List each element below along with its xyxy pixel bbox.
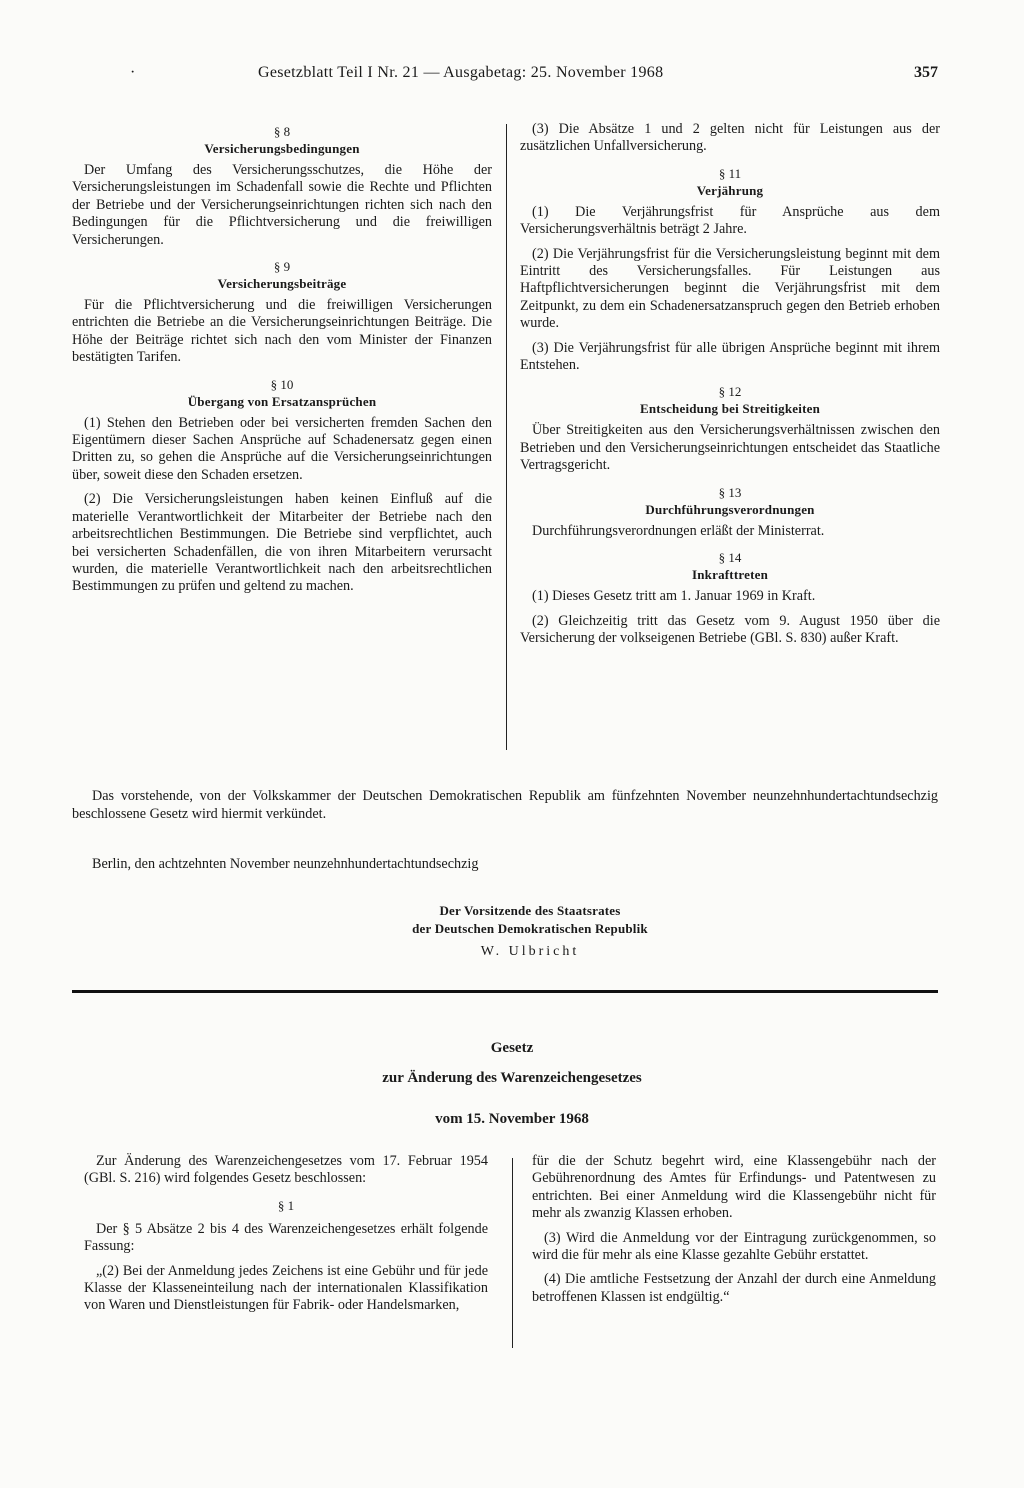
header-dot: · [130,64,136,81]
law-quote-paragraph-3: (3) Wird die Anmeldung vor der Eintragung zurückgenommen, so wird die für mehr als eine Klasse gezahlte Gebühr erstattet. [532,1229,936,1264]
left-column [72,121,492,596]
right-column [520,121,940,647]
section-8-text: Der Umfang des Versicherungsschutzes, die Höhe der Versicherungsleistungen im Schadenfall sowie die Rechte und Pflichten der Betriebe und der Versicherungseinrichtungen richten sich nach den Bedingungen für die Pflichtversicherung und die freiwilligen Versicherungen. [72,162,492,248]
signature-line-1: Der Vorsitzende des Staatsrates [439,903,621,918]
section-9-number: § 9 [273,259,291,275]
proclamation-text: Das vorstehende, von der Volkskammer der Deutschen Demokratischen Republik am fünfzehnten November neunzehnhundertachtundsechzig beschlossene Gesetz wird hiermit verkündet. [72,788,938,822]
section-10-paragraph-2: (2) Die Versicherungsleistungen haben keinen Einfluß auf die materielle Verantwortlichkeit der Mitarbeiter der Betriebe nach den arbeitsrechtlichen Bestimmungen. Die Betriebe sind verpflichtet, auch bei versicherten Schadenfällen, die von ihren Mitarbeitern verursacht wurden, die materielle Verantwortlichkeit nach den arbeitsrechtlichen Bestimmungen zu prüfen und geltend zu machen. [72,491,492,595]
section-12-text: Über Streitigkeiten aus den Versicherungsverhältnissen zwischen den Betrieben und den Versicherungseinrichtungen entscheidet das Staatliche Vertragsgericht. [520,422,940,474]
law-section-1-number: § 1 [277,1197,295,1213]
law-date: vom 15. November 1968 [435,1111,589,1127]
section-10-paragraph-3: (3) Die Absätze 1 und 2 gelten nicht für Leistungen aus der zusätzlichen Unfallversicherung. [520,121,940,155]
section-9-text: Für die Pflichtversicherung und die freiwilligen Versicherungen entrichten die Betriebe an die Versicherungseinrichtungen Beiträge. Die Höhe der Beiträge richtet sich nach den vom Minister der Finanzen bestätigten Tarifen. [72,297,492,366]
page-header [0,64,1024,86]
law-quote-paragraph-4: (4) Die amtliche Festsetzung der Anzahl der durch eine Anmeldung betroffenen Klassen ist endgültig.“ [532,1271,936,1305]
law-intro: Zur Änderung des Warenzeichengesetzes vom 17. Februar 1954 (GBl. S. 216) wird folgendes Gesetz beschlossen: [84,1153,488,1187]
section-11-number: § 11 [718,165,742,181]
section-13-title: Durchführungsverordnungen [645,501,815,517]
section-8-number: § 8 [273,124,291,139]
law-right-column [532,1153,936,1306]
section-8-title: Versicherungsbedingungen [204,141,360,156]
law-quote-paragraph-2: „(2) Bei der Anmeldung jedes Zeichens ist eine Gebühr und für jede Klasse der Klasseneinteilung nach der internationalen Klassifikation von Waren und Dienstleistungen für Fabrik- oder Handelsmarken, [84,1262,488,1314]
law-title-block [0,1038,1024,1129]
column-divider [506,124,507,750]
section-9-title: Versicherungsbeiträge [217,276,347,292]
section-12-number: § 12 [718,384,742,400]
header-title: Gesetzblatt Teil I Nr. 21 — Ausgabetag: 25. November 1968 [258,64,664,81]
section-12-title: Entscheidung bei Streitigkeiten [639,401,821,417]
signature-block [300,902,760,961]
law-subtitle: zur Änderung des Warenzeichengesetzes [382,1070,642,1086]
section-14-paragraph-1: (1) Dieses Gesetz tritt am 1. Januar 1969 in Kraft. [532,588,816,605]
signature-name: W. Ulbricht [480,944,580,959]
section-14-title: Inkrafttreten [691,567,768,583]
law-quote-paragraph-2-continued: für die der Schutz begehrt wird, eine Klassengebühr nach der Gebührenordnung des Amtes für Erfindungs- und Patentwesen zu entrichten. Bei einer Anmeldung wird die Klassengebühr nicht für mehr als zwanzig Klassen erhoben. [532,1153,936,1222]
law-left-column [84,1153,488,1315]
section-11-paragraph-1: (1) Die Verjährungsfrist für Ansprüche aus dem Versicherungsverhältnis beträgt 2 Jahre. [520,203,940,238]
law-section-1-text: Der § 5 Absätze 2 bis 4 des Warenzeichengesetzes erhält folgende Fassung: [84,1220,488,1255]
section-11-paragraph-3: (3) Die Verjährungsfrist für alle übrigen Ansprüche beginnt mit ihrem Entstehen. [520,339,940,374]
page-number: 357 [914,64,938,81]
section-11-paragraph-2: (2) Die Verjährungsfrist für die Versicherungsleistung beginnt mit dem Eintritt des Versicherungsfalles. Für Leistungen aus Haftpflichtversicherungen beginnt die Verjährungsfrist mit dem Zeitpunkt, zu dem ein Schadenersatzanspruch gegen den Betrieb erhoben wurde. [520,245,940,332]
horizontal-divider [72,990,938,993]
law-title: Gesetz [490,1040,534,1056]
section-11-title: Verjährung [696,182,764,198]
section-10-title: Übergang von Ersatzansprüchen [187,393,377,409]
signature-line-2: der Deutschen Demokratischen Republik [412,921,648,936]
law-column-divider [512,1158,513,1348]
section-14-number: § 14 [718,550,742,566]
section-10-number: § 10 [270,376,294,392]
section-10-paragraph-1: (1) Stehen den Betrieben oder bei versicherten fremden Sachen den Eigentümern dieser Sachen Ansprüche auf Schadenersatz gegen einen Dritten zu, so gehen die Ansprüche auf die Versicherungseinrichtungen über, soweit diese den Schaden ersetzen. [72,414,492,483]
section-13-number: § 13 [718,484,742,500]
section-14-paragraph-2: (2) Gleichzeitig tritt das Gesetz vom 9. August 1950 über die Versicherung der volkseigenen Betriebe (GBl. S. 830) außer Kraft. [520,612,940,646]
place-date: Berlin, den achtzehnten November neunzehnhundertachtundsechzig [92,856,479,872]
proclamation [72,787,938,823]
section-13-text: Durchführungsverordnungen erläßt der Ministerrat. [532,522,825,539]
